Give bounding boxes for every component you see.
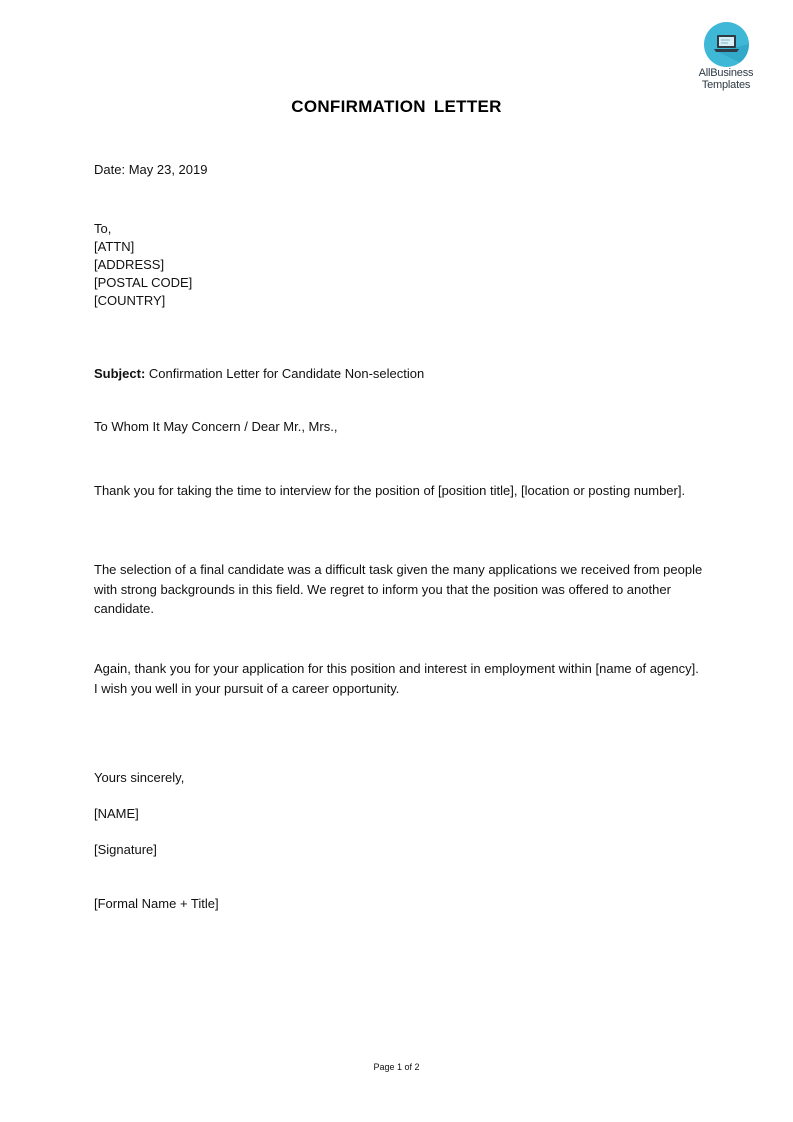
salutation: To Whom It May Concern / Dear Mr., Mrs., bbox=[94, 419, 338, 434]
logo-text-line2: Templates bbox=[701, 79, 751, 91]
closing: Yours sincerely, bbox=[94, 770, 185, 785]
sender-name: [NAME] bbox=[94, 806, 139, 821]
subject-value: Confirmation Letter for Candidate Non-selection bbox=[148, 366, 425, 381]
date-line bbox=[94, 160, 704, 180]
laptop-icon bbox=[704, 22, 749, 67]
subject-line bbox=[94, 364, 704, 384]
logo-text-line1: AllBusiness bbox=[698, 67, 754, 79]
recipient-postal-code: [POSTAL CODE] bbox=[94, 275, 193, 290]
signature: [Signature] bbox=[94, 842, 157, 857]
page-number: Page 1 of 2 bbox=[373, 1062, 420, 1072]
recipient-attn: [ATTN] bbox=[94, 239, 135, 254]
recipient-address: [ADDRESS] bbox=[94, 257, 165, 272]
recipient-to: To, bbox=[94, 221, 112, 236]
paragraph-1: Thank you for taking the time to interview for the position of [position title], [location or posting number]. bbox=[94, 483, 686, 498]
subject-label: Subject: bbox=[94, 366, 146, 381]
letter-title: CONFIRMATION LETTER bbox=[291, 97, 502, 116]
formal-name-title: [Formal Name + Title] bbox=[94, 896, 219, 911]
date-label: Date: bbox=[94, 162, 126, 177]
allbusiness-logo bbox=[690, 22, 762, 91]
date-value: May 23, 2019 bbox=[128, 162, 208, 177]
recipient-country: [COUNTRY] bbox=[94, 293, 166, 308]
paragraph-2: The selection of a final candidate was a difficult task given the many applications we received from people with strong backgrounds in this field. We regret to inform you that the position was offered to another candidate. bbox=[94, 562, 703, 616]
recipient-block bbox=[94, 220, 704, 310]
paragraph-3: Again, thank you for your application for this position and interest in employment within [name of agency]. I wish you well in your pursuit of a career opportunity. bbox=[94, 661, 699, 696]
